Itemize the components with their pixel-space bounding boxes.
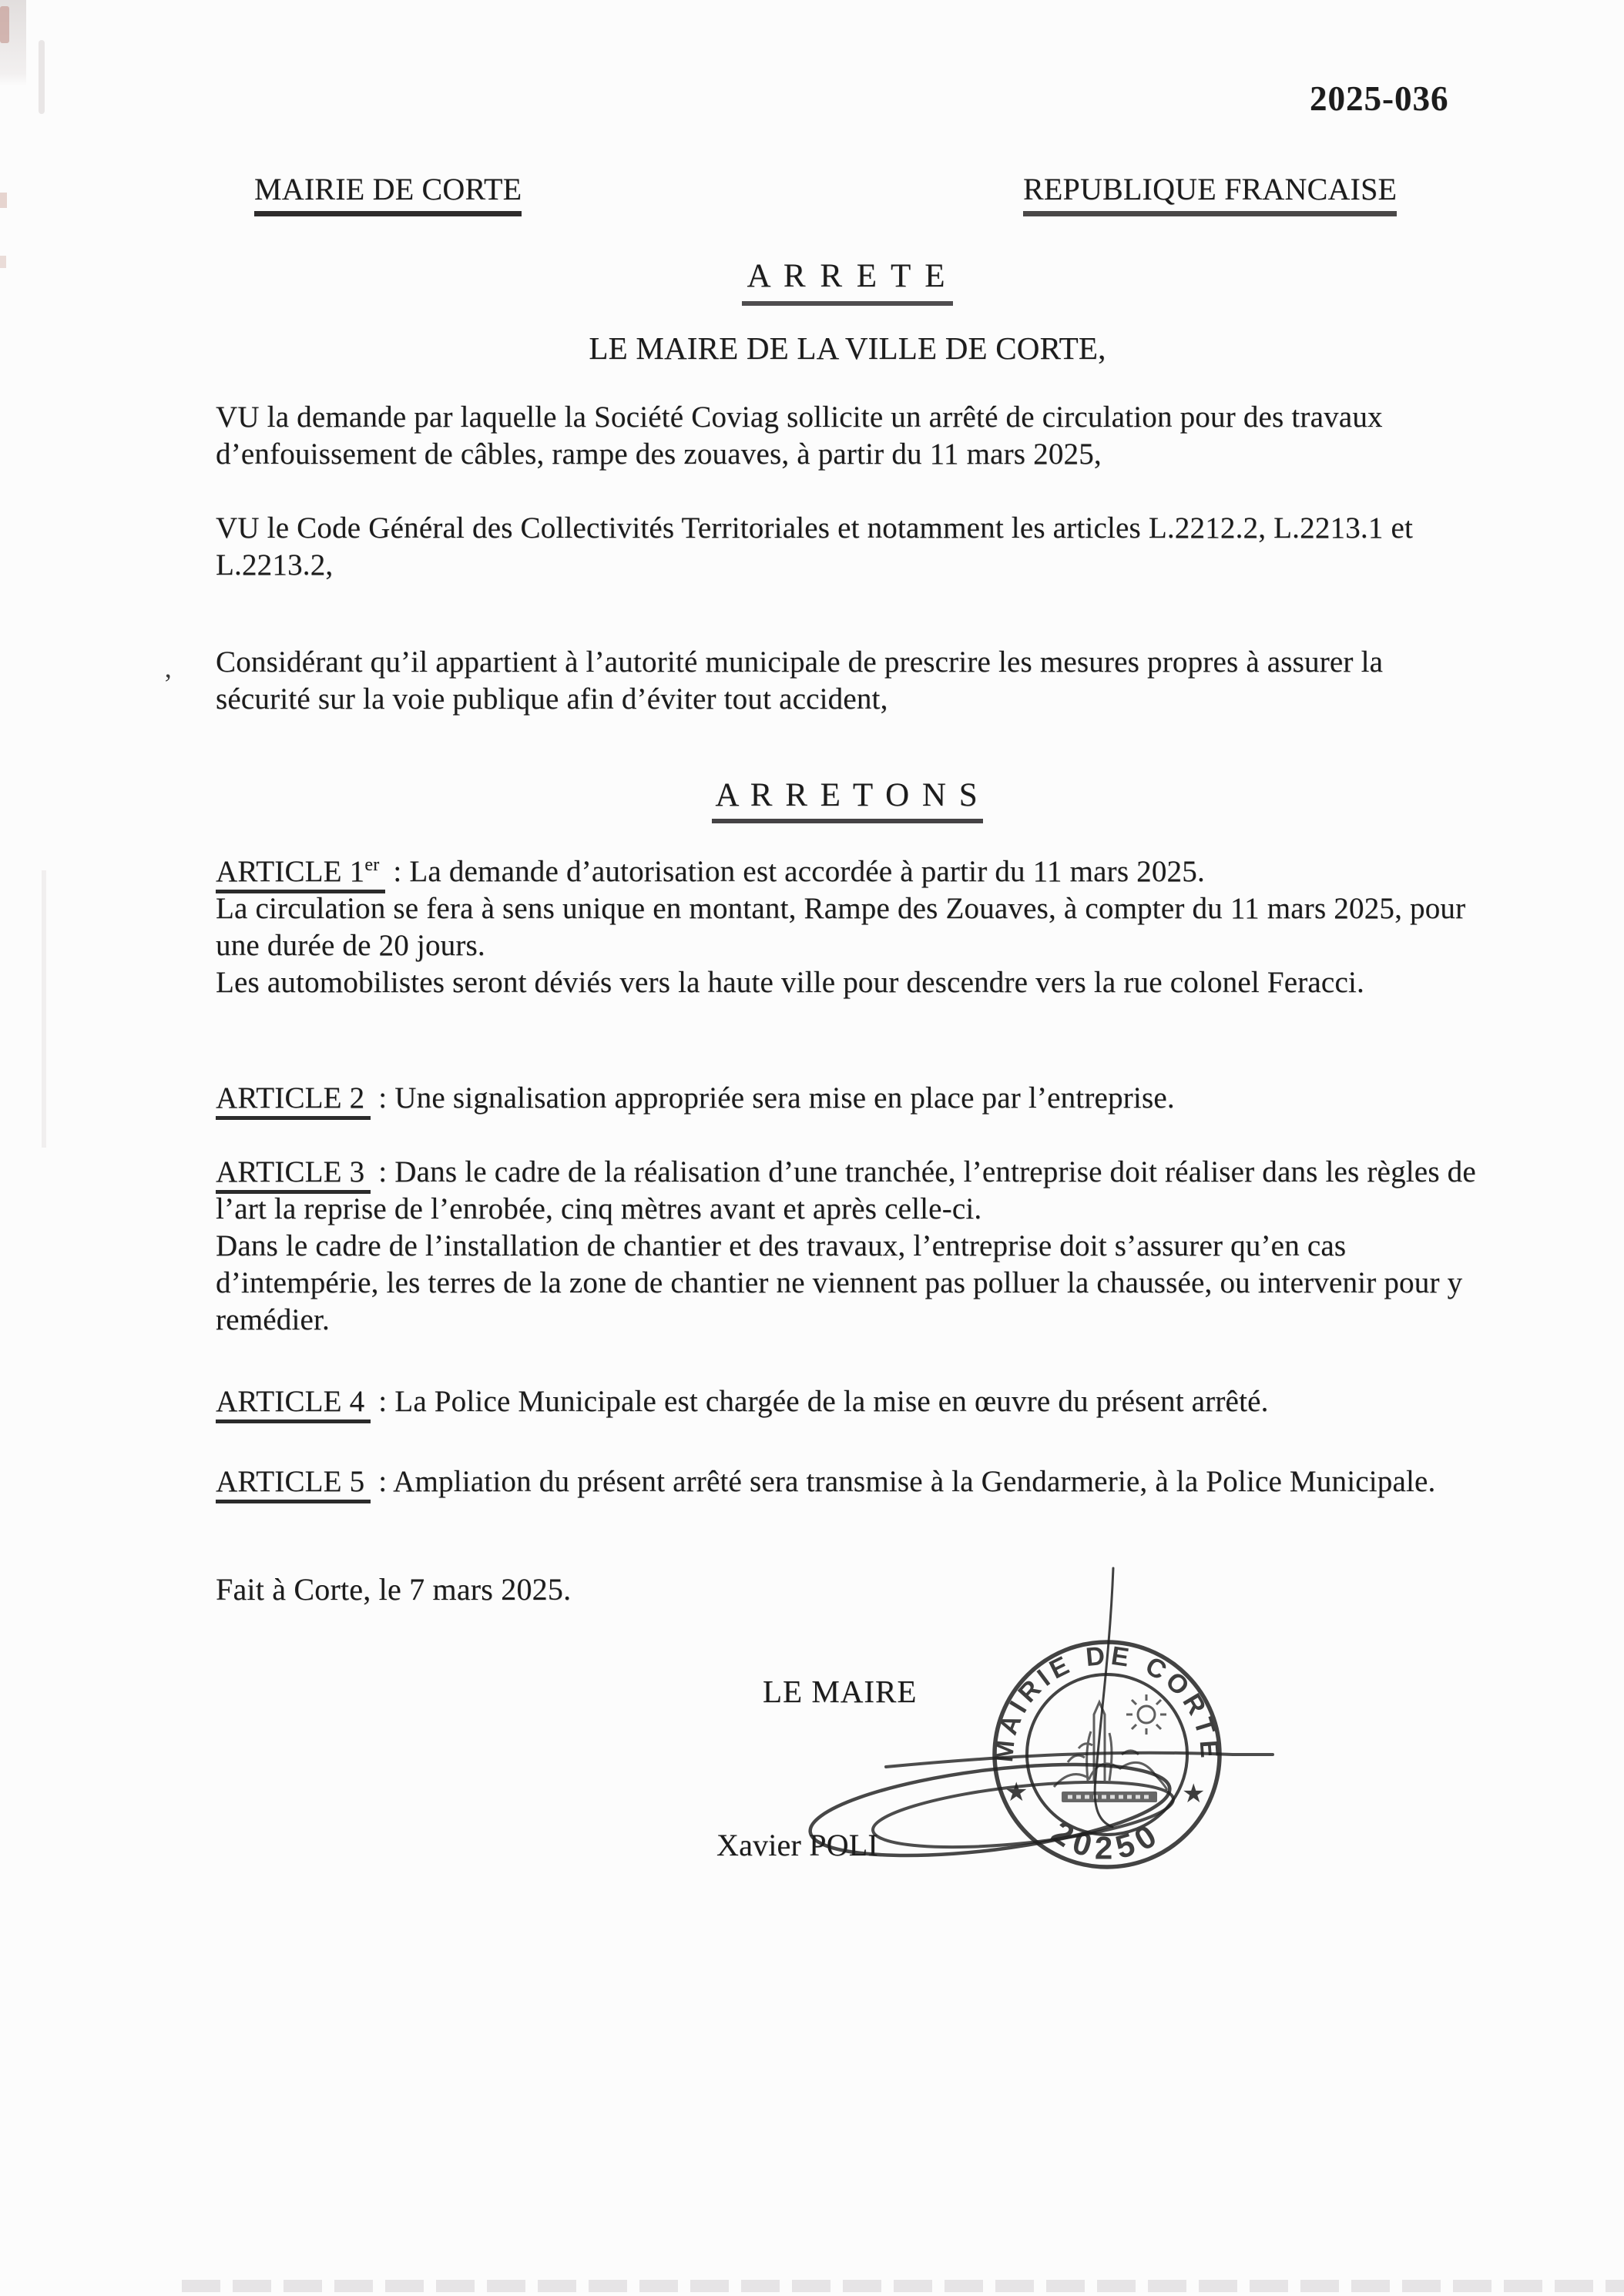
article-5 (216, 1463, 1481, 1500)
article-3 (216, 1154, 1481, 1339)
article-2-label-text: ARTICLE 2 (216, 1081, 365, 1114)
article-2-label (216, 1081, 371, 1120)
article-3-sep: : (371, 1155, 395, 1188)
article-4-text (216, 1383, 1481, 1420)
document-number: 2025-036 (1310, 79, 1449, 118)
stamp-citadel-emblem (1054, 1694, 1167, 1790)
article-3-label-text: ARTICLE 3 (216, 1155, 365, 1188)
article-1 (216, 853, 1481, 1001)
article-3-continuation: Dans le cadre de l’installation de chantier et des travaux, l’entreprise doit s’assurer qu’en cas d’intempérie, les terres de la zone de chantier ne viennent pas polluer la chaussée, ou intervenir pour y remédier. (216, 1229, 1463, 1336)
section-title-row (216, 776, 1479, 823)
article-5-sep: : (371, 1465, 394, 1498)
scan-bottom-dash-band (182, 2280, 1624, 2292)
scan-artifact-streak (39, 40, 45, 114)
signature-vertical-stroke (1095, 1568, 1113, 1827)
article-1-continuation: La circulation se fera à sens unique en montant, Rampe des Zouaves, à compter du 11 mars 2025, pour une durée de 20 jours. (216, 892, 1466, 962)
stamp-postal-code: 20250 (1045, 1813, 1169, 1866)
article-2-text (216, 1080, 1481, 1117)
article-5-body: Ampliation du présent arrêté sera transmise à la Gendarmerie, à la Police Municipale. (393, 1465, 1436, 1498)
scan-artifact-speck (0, 193, 7, 208)
stamp-and-signature (693, 1556, 1510, 1941)
article-3-label (216, 1155, 371, 1194)
closing-place-date: Fait à Corte, le 7 mars 2025. (216, 1572, 572, 1607)
stamp-star-right-icon: ★ (1182, 1780, 1206, 1808)
article-4 (216, 1383, 1481, 1420)
doc-subtitle: LE MAIRE DE LA VILLE DE CORTE, (589, 330, 1106, 366)
article-4-label-text: ARTICLE 4 (216, 1385, 365, 1418)
signer-title: LE MAIRE (763, 1674, 918, 1709)
stamp-ring-text: MAIRIE DE CORTE (989, 1641, 1225, 1764)
article-4-body: La Police Municipale est chargée de la mise en œuvre du présent arrêté. (394, 1385, 1269, 1418)
recital-considerant: Considérant qu’il appartient à l’autorité municipale de prescrire les mesures propres à assurer la sécurité sur la voie publique afin d’éviter tout accident, (216, 645, 1384, 716)
article-4-label (216, 1385, 371, 1423)
scan-stray-comma: ‚ (163, 652, 173, 683)
scan-artifact-red-mark (0, 6, 9, 43)
article-1-continuation: Les automobilistes seront déviés vers la haute ville pour descendre vers la rue colonel Feracci. (216, 966, 1364, 999)
stamp-star-left-icon: ★ (1005, 1778, 1028, 1807)
article-2-body: Une signalisation appropriée sera mise en place par l’entreprise. (394, 1081, 1175, 1114)
signer-name: Xavier POLI (716, 1828, 878, 1862)
article-5-label (216, 1465, 371, 1503)
header-republique: REPUBLIQUE FRANCAISE (1023, 171, 1397, 216)
article-4-sep: : (371, 1385, 395, 1418)
doc-title-row (216, 257, 1479, 306)
recital-vu-2: VU le Code Général des Collectivités Territoriales et notamment les articles L.2212.2, L.2213.1 et L.2213.2, (216, 511, 1414, 582)
doc-title: A R R E T E (742, 257, 952, 306)
article-2 (216, 1080, 1481, 1117)
article-1-label-sup: er (364, 855, 380, 875)
article-3-text (216, 1154, 1481, 1228)
recital-vu-1: VU la demande par laquelle la Société Coviag sollicite un arrêté de circulation pour des travaux d’enfouissement de câbles, rampe des zouaves, à partir du 11 mars 2025, (216, 401, 1383, 471)
article-1-label (216, 855, 385, 893)
scan-artifact-streak (42, 870, 46, 1148)
article-1-label-text: ARTICLE 1 (216, 855, 365, 888)
article-1-body: La demande d’autorisation est accordée à partir du 11 mars 2025. (409, 855, 1205, 888)
stamp-banner (1062, 1792, 1157, 1802)
article-5-label-text: ARTICLE 5 (216, 1465, 365, 1498)
article-3-body: Dans le cadre de la réalisation d’une tranchée, l’entreprise doit réaliser dans les règles de l’art la reprise de l’enrobée, cinq mètres avant et après celle-ci. (216, 1155, 1476, 1225)
header-mairie: MAIRIE DE CORTE (254, 171, 522, 216)
article-2-sep: : (371, 1081, 395, 1114)
article-1-text (216, 853, 1481, 890)
section-title: A R R E T O N S (712, 776, 982, 823)
article-5-text (216, 1463, 1481, 1500)
scan-artifact-speck (0, 256, 6, 268)
article-1-sep: : (385, 855, 410, 888)
